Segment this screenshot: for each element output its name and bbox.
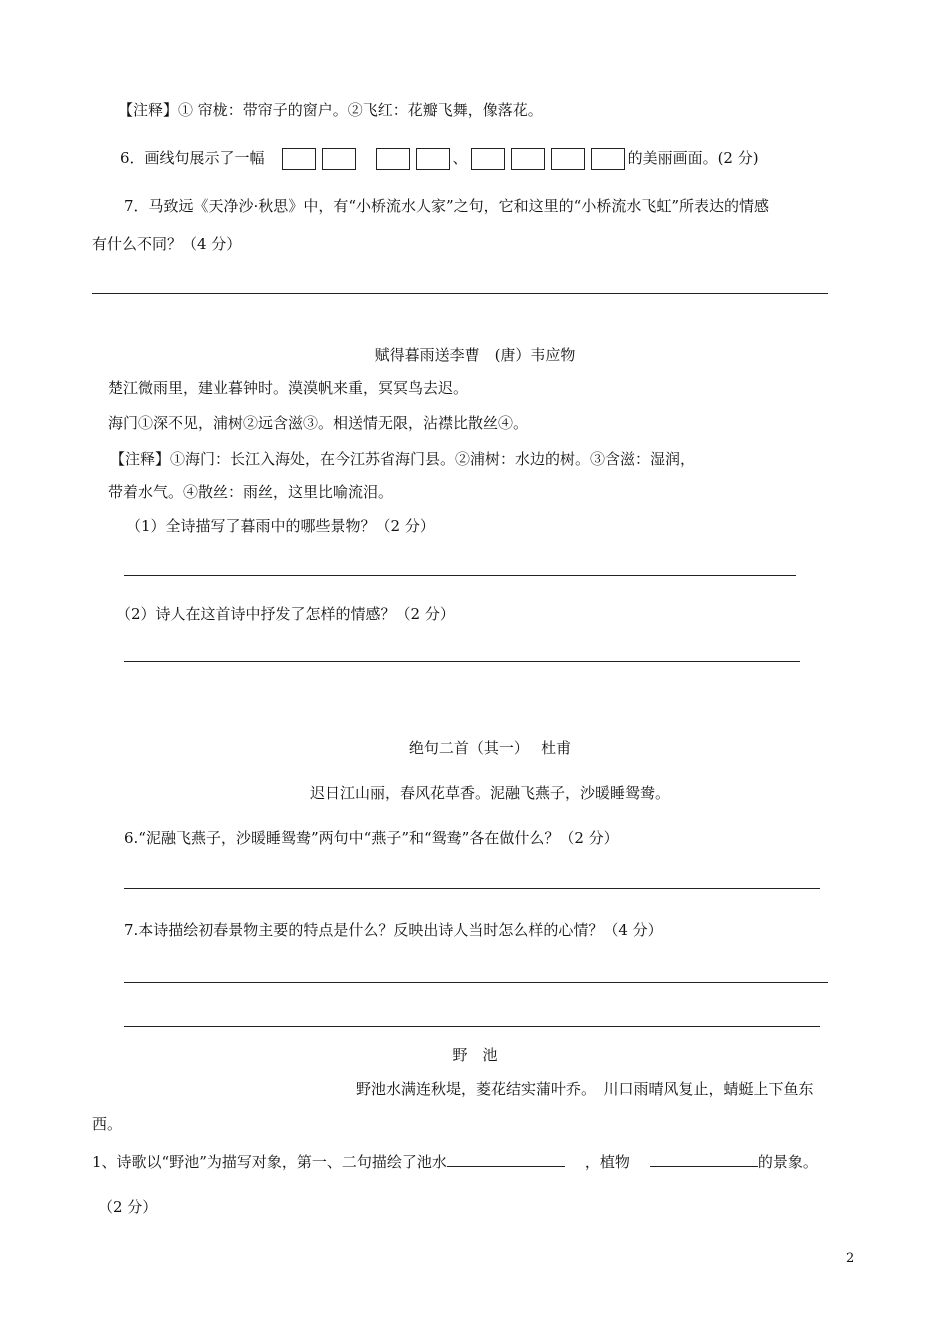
answer-line[interactable] [124,661,800,662]
q6-prefix: 6．画线句展示了一幅 [120,149,265,167]
poem4-q1-score: （2 分） [98,1198,158,1216]
poem3-q6: 6.“泥融飞燕子，沙暖睡鸳鸯”两句中“燕子”和“鸳鸯”各在做什么？（2 分） [124,829,619,847]
answer-blank[interactable] [447,1150,565,1167]
answer-line[interactable] [124,982,828,983]
poem2-q2: （2）诗人在这首诗中抒发了怎样的情感？（2 分） [116,605,455,623]
poem3-text: 迟日江山丽，春风花草香。泥融飞燕子，沙暖睡鸳鸯。 [309,784,670,802]
answer-box[interactable] [551,148,585,170]
poem2-note2: 带着水气。④散丝：雨丝，这里比喻流泪。 [108,483,394,501]
poem1-note: 【注释】① 帘栊：带帘子的窗户。②飞红：花瓣飞舞，像落花。 [118,101,543,119]
answer-box[interactable] [471,148,505,170]
answer-line[interactable] [124,575,796,576]
poem1-q7-line2: 有什么不同？（4 分） [92,235,242,253]
answer-box[interactable] [376,148,410,170]
page-number: 2 [846,1251,855,1266]
poem2-q1: （1）全诗描写了暮雨中的哪些景物？（2 分） [126,517,435,535]
answer-line[interactable] [124,888,820,889]
poem4-q1 [92,1150,818,1172]
poem3-title: 绝句二首（其一） 杜甫 [408,739,572,757]
q1-part1: 1、诗歌以“野池”为描写对象，第一、二句描绘了池水 [92,1153,447,1171]
poem2-note1: 【注释】①海门：长江入海处，在今江苏省海门县。②浦树：水边的树。③含滋：湿润， [110,450,696,468]
poem1-q6 [120,146,759,170]
poem2-title: 赋得暮雨送李曹 (唐）韦应物 [374,346,576,364]
answer-blank[interactable] [650,1150,758,1167]
poem2-line2: 海门①深不见，浦树②远含滋③。相送情无限，沾襟比散丝④。 [108,414,529,432]
q1-part3: 的景象。 [757,1153,818,1171]
poem3-q7: 7.本诗描绘初春景物主要的特点是什么？反映出诗人当时怎么样的心情？（4 分） [124,921,663,939]
q1-part2: ，植物 [584,1153,630,1171]
poem4-text-line1: 野池水满连秋堤，菱花结实蒲叶乔。 川口雨晴风复止，蜻蜓上下鱼东 [356,1080,814,1098]
q6-separator: 、 [452,149,468,167]
answer-line[interactable] [92,293,828,294]
poem2-line1: 楚江微雨里，建业暮钟时。漠漠帆来重，冥冥鸟去迟。 [108,379,469,397]
answer-box[interactable] [591,148,625,170]
answer-box[interactable] [282,148,316,170]
q6-suffix: 的美丽画面。(2 分) [627,149,759,167]
poem4-text-line2: 西。 [92,1115,123,1133]
answer-line[interactable] [124,1026,820,1027]
poem1-q7-line1: 7．马致远《天净沙·秋思》中，有“小桥流水人家”之句，它和这里的“小桥流水飞虹”所表达的情感 [124,197,769,215]
answer-box[interactable] [416,148,450,170]
answer-box[interactable] [511,148,545,170]
poem4-title: 野 池 [452,1046,498,1064]
answer-box[interactable] [322,148,356,170]
